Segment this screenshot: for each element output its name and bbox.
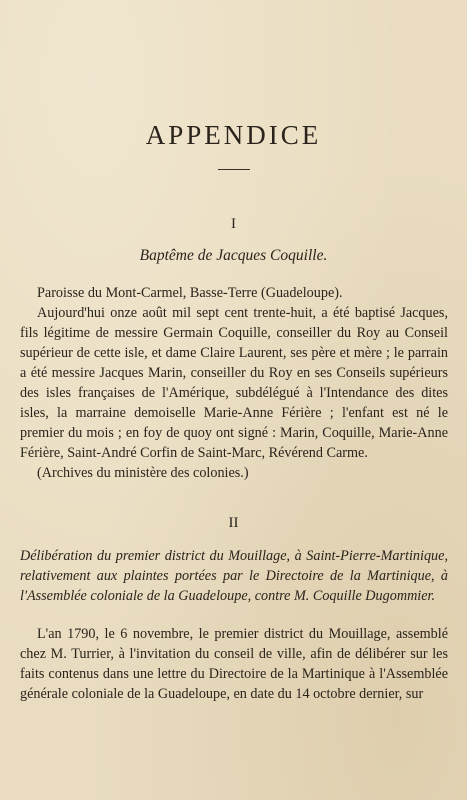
paragraph-deliberation: L'an 1790, le 6 novembre, le premier district du Mouillage, assemblé chez M. Turrier, à l'invitation du conseil de ville, afin de délibérer sur les faits contenus dans une lettre du Directoire de la Martinique à l'Assemblée générale coloniale de la Guadeloupe, en date du 14 octobre dernier, sur	[20, 626, 448, 702]
page-title: APPENDICE	[145, 120, 322, 150]
paragraph-baptism-record: Aujourd'hui onze août mil sept cent trente-huit, a été baptisé Jacques, fils légitime de messire Germain Coquille, conseiller du Roy au Conseil supérieur de cette isle, et dame Claire Laurent, ses père et mère ; le parrain a été messire Jacques Marin, conseiller du Roy en ses Conseils supérieurs des isles françaises de l'Amérique, subdélégué à l'Intendance des dites isles, la marraine demoiselle Marie-Anne Férière ; l'enfant est né le premier du mois ; en foy de quoy ont signé : Marin, Coquille, Marie-Anne Férière, Saint-André Corfin de Saint-Marc, Révérend Carme.	[20, 305, 448, 461]
section-number-1: I	[231, 216, 236, 232]
section-number-2: II	[228, 515, 239, 531]
section-heading-1: Baptême de Jacques Coquille.	[139, 247, 328, 264]
title-divider	[218, 169, 250, 170]
paragraph-parish: Paroisse du Mont-Carmel, Basse-Terre (Guadeloupe).	[37, 285, 343, 301]
paragraph-source: (Archives du ministère des colonies.)	[37, 465, 249, 481]
section-body-1	[20, 283, 448, 483]
section-heading-2: Délibération du premier district du Mouillage, à Saint-Pierre-Martinique, relativement aux plaintes portées par le Directoire de la Martinique, à l'Assemblée coloniale de la Guadeloupe, contre M. Coquille Dugommier.	[20, 548, 448, 604]
section-body-2	[20, 624, 448, 704]
